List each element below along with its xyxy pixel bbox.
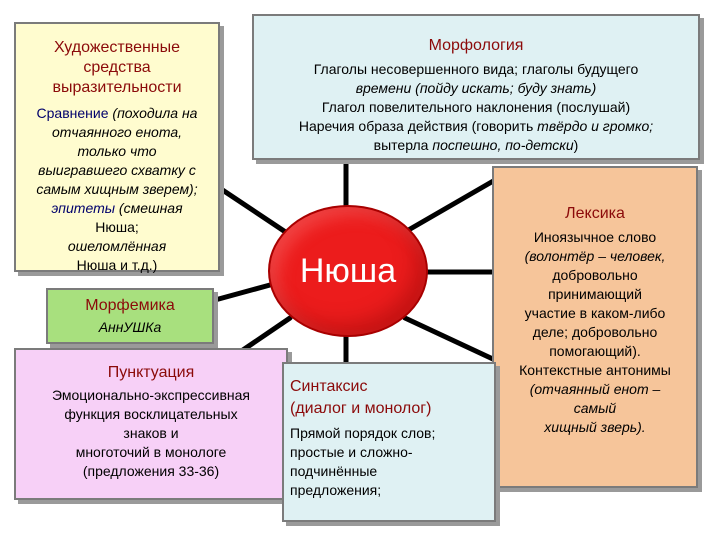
lexicon-box [492, 166, 698, 488]
morphology-title: Морфология [428, 37, 524, 54]
antonyms-block: Контекстные антонимы (отчаянный енот – самый хищный зверь). [519, 362, 671, 435]
center-node-nyusha [268, 205, 428, 337]
center-label: Нюша [299, 251, 397, 290]
spoke-lower-left [240, 318, 290, 352]
spoke-upper-left [215, 185, 290, 235]
syntax-text: Прямой порядок слов; простые и сложно- подчинённые предложения; [290, 425, 436, 498]
syntax-box [282, 362, 496, 522]
punctuation-title: Пунктуация [107, 364, 195, 381]
lexicon-title: Лексика [565, 205, 625, 222]
morphemics-box [46, 288, 214, 344]
morphemics-title: Морфемика [85, 297, 175, 314]
morphology-text: Глаголы несовершенного вида; глаголы будущего времени (пойду искать; буду знать) Глагол повелительного наклонения (послушай) Наречия образа действия (говорить твёрдо и громко; вытерла поспешно, по-детски) [298, 61, 654, 153]
morphology-box [252, 14, 700, 160]
artistic-means-box [14, 22, 220, 272]
artistic-means-title: Художественные средства выразительности [52, 39, 182, 96]
epithets-block: эпитеты (смешная Нюша; ошеломлённая Нюша и т.д.) [51, 200, 183, 273]
spoke-left [215, 285, 270, 300]
morphemics-text: АннУШКа [98, 319, 162, 335]
punctuation-box [14, 348, 288, 500]
comparison-block: Сравнение (походила на отчаянного енота, только что выигравшего схватку с самым хищным зверем); [36, 105, 198, 197]
syntax-title: Синтаксис (диалог и монолог) [290, 378, 432, 417]
spoke-lower-right [405, 318, 495, 360]
spoke-upper-right [405, 180, 495, 232]
foreign-word-block: Иноязычное слово (волонтёр – человек, добровольно принимающий участие в каком-либо деле; добровольно помогающий). [524, 229, 666, 359]
punctuation-text: Эмоционально-экспрессивная функция восклицательных знаков и многоточий в монологе (предложения 33-36) [51, 387, 251, 479]
